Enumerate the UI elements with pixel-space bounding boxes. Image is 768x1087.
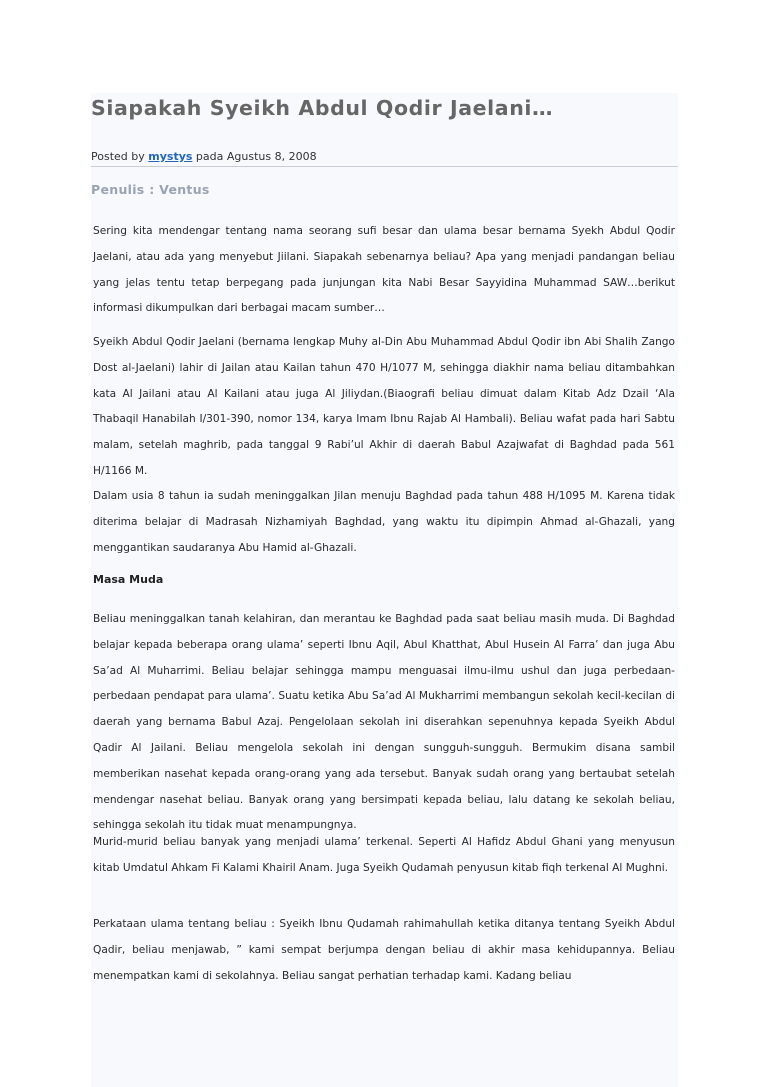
author-link[interactable]: mystys [148,150,193,163]
paragraph-biography: Syeikh Abdul Qodir Jaelani (bernama lengkap Muhy al-Din Abu Muhammad Abdul Qodir ibn Abi Shalih Zango Dost al-Jaelani) lahir di Jailan atau Kailan tahun 470 H/1077 M, sehingga diakhir nama beliau ditambahkan kata Al Jailani atau Al Kailani atau juga Al Jiliydan.(Biaografi beliau dimuat dalam Kitab Adz Dzail ‘Ala Thabaqil Hanabilah I/301-390, nomor 134, karya Imam Ibnu Rajab Al Hambali). Beliau wafat pada hari Sabtu malam, setelah maghrib, pada tanggal 9 Rabi’ul Akhir di daerah Babul Azajwafat di Baghdad pada 561 H/1166 M. [93,336,675,477]
post-meta [91,148,678,167]
paragraph-childhood: Dalam usia 8 tahun ia sudah meninggalkan Jilan menuju Baghdad pada tahun 488 H/1095 M. Karena tidak diterima belajar di Madrasah Nizhamiyah Baghdad, yang waktu itu dipimpin Ahmad al-Ghazali, yang menggantikan saudaranya Abu Hamid al-Ghazali. [93,490,675,554]
paragraph-students: Murid-murid beliau banyak yang menjadi ulama’ terkenal. Seperti Al Hafidz Abdul Ghani yang menyusun kitab Umdatul Ahkam Fi Kalami Khairil Anam. Juga Syeikh Qudamah penyusun kitab fiqh terkenal Al Mughni. [93,836,675,874]
posted-by-label: Posted by [91,150,145,163]
paragraph-youth: Beliau meninggalkan tanah kelahiran, dan merantau ke Baghdad pada saat beliau masih muda. Di Baghdad belajar kepada beberapa orang ulama’ seperti Ibnu Aqil, Abul Khatthat, Abul Husein Al Farra’ dan juga Abu Sa’ad Al Muharrimi. Beliau belajar sehingga mampu menguasai ilmu-ilmu ushul dan juga perbedaan-perbedaan pendapat para ulama’. Suatu ketika Abu Sa’ad Al Mukharrimi membangun sekolah kecil-kecilan di daerah yang bernama Babul Azaj. Pengelolaan sekolah ini diserahkan sepenuhnya kepada Syeikh Abdul Qadir Al Jailani. Beliau mengelola sekolah ini dengan sungguh-sungguh. Bermukim disana sambil memberikan nasehat kepada orang-orang yang ada tersebut. Banyak sudah orang yang bertaubat setelah mendengar nasehat beliau. Banyak orang yang bersimpati kepada beliau, lalu datang ke sekolah beliau, sehingga sekolah itu tidak muat menampungnya. [93,613,675,832]
writer-credit: Penulis : Ventus [91,182,210,197]
section-heading-masa-muda: Masa Muda [93,573,164,586]
post-date: pada Agustus 8, 2008 [195,150,317,163]
post-title: Siapakah Syeikh Abdul Qodir Jaelani… [91,96,554,120]
paragraph-intro: Sering kita mendengar tentang nama seorang sufi besar dan ulama besar bernama Syekh Abdul Qodir Jaelani, atau ada yang menyebut Jiilani. Siapakah sebenarnya beliau? Apa yang menjadi pandangan beliau yang jelas tentu tetap berpegang pada junjungan kita Nabi Besar Sayyidina Muhammad SAW…berikut informasi dikumpulkan dari berbagai macam sumber… [93,225,675,315]
paragraph-scholar-views: Perkataan ulama tentang beliau : Syeikh Ibnu Qudamah rahimahullah ketika ditanya tentang Syeikh Abdul Qadir, beliau menjawab, ” kami sempat berjumpa dengan beliau di akhir masa kehidupannya. Beliau menempatkan kami di sekolahnya. Beliau sangat perhatian terhadap kami. Kadang beliau [93,918,675,982]
